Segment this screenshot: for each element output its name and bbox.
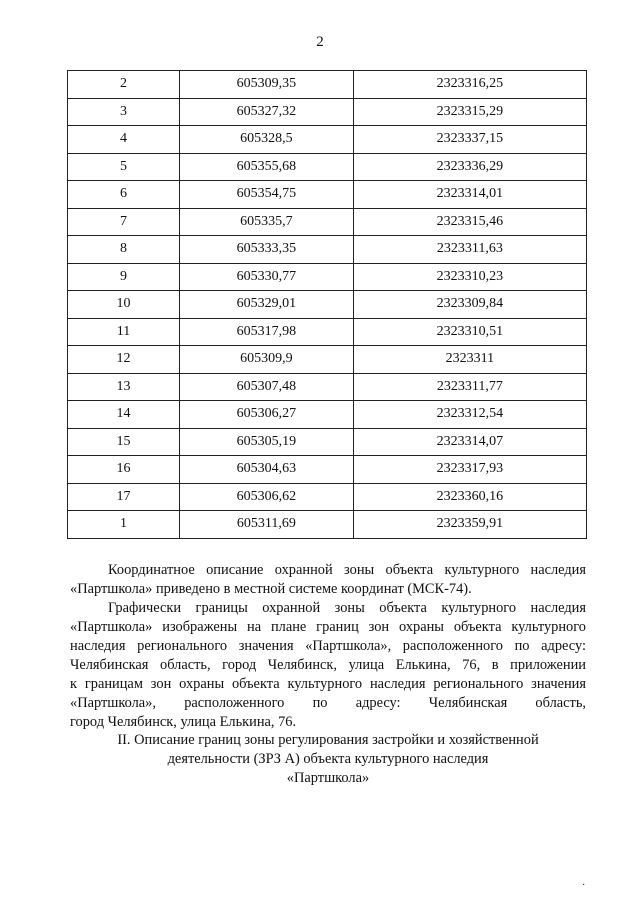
x-coordinate-cell: 605309,9 — [179, 346, 353, 374]
table-row — [68, 208, 587, 236]
point-number-cell: 5 — [68, 153, 180, 181]
point-number-cell: 1 — [68, 511, 180, 539]
table-row — [68, 401, 587, 429]
table-row — [68, 346, 587, 374]
y-coordinate-cell: 2323314,07 — [353, 428, 586, 456]
y-coordinate-cell: 2323317,93 — [353, 456, 586, 484]
table-row — [68, 236, 587, 264]
table-row — [68, 263, 587, 291]
section-heading-line: деятельности (ЗРЗ А) объекта культурного наследия — [167, 751, 489, 767]
table-row — [68, 373, 587, 401]
point-number-cell: 2 — [68, 71, 180, 99]
x-coordinate-cell: 605317,98 — [179, 318, 353, 346]
x-coordinate-cell: 605306,62 — [179, 483, 353, 511]
paragraph-line: к границам зон охраны объекта культурного наследия регионального значения — [70, 676, 586, 692]
point-number-cell: 9 — [68, 263, 180, 291]
point-number-cell: 15 — [68, 428, 180, 456]
y-coordinate-cell: 2323312,54 — [353, 401, 586, 429]
page-number: 2 — [316, 34, 324, 50]
y-coordinate-cell: 2323315,46 — [353, 208, 586, 236]
table-row — [68, 318, 587, 346]
y-coordinate-cell: 2323311 — [353, 346, 586, 374]
x-coordinate-cell: 605307,48 — [179, 373, 353, 401]
x-coordinate-cell: 605329,01 — [179, 291, 353, 319]
x-coordinate-cell: 605311,69 — [179, 511, 353, 539]
paragraph-line: город Челябинск, улица Елькина, 76. — [70, 714, 297, 730]
point-number-cell: 4 — [68, 126, 180, 154]
paragraph-line: «Партшкола» изображены на плане границ зон охраны объекта культурного — [70, 619, 586, 635]
point-number-cell: 17 — [68, 483, 180, 511]
x-coordinate-cell: 605304,63 — [179, 456, 353, 484]
coordinates-table-body — [68, 71, 587, 539]
x-coordinate-cell: 605355,68 — [179, 153, 353, 181]
table-row — [68, 71, 587, 99]
point-number-cell: 16 — [68, 456, 180, 484]
section-heading-line: II. Описание границ зоны регулирования застройки и хозяйственной — [117, 732, 539, 748]
x-coordinate-cell: 605309,35 — [179, 71, 353, 99]
section-heading — [70, 731, 586, 788]
y-coordinate-cell: 2323310,23 — [353, 263, 586, 291]
paragraph-line: Челябинская область, город Челябинск, улица Елькина, 76, в приложении — [70, 657, 586, 673]
y-coordinate-cell: 2323315,29 — [353, 98, 586, 126]
paragraph-line: «Партшкола», расположенного по адресу: Челябинская область, — [70, 695, 586, 711]
paragraph-line: «Партшкола» приведено в местной системе координат (МСК-74). — [70, 581, 472, 597]
section-heading-line: «Партшкола» — [286, 770, 370, 786]
x-coordinate-cell: 605354,75 — [179, 181, 353, 209]
y-coordinate-cell: 2323314,01 — [353, 181, 586, 209]
scan-dot: · — [582, 880, 586, 891]
x-coordinate-cell: 605328,5 — [179, 126, 353, 154]
coordinates-table — [67, 70, 587, 539]
table-row — [68, 483, 587, 511]
paragraph-line: Графически границы охранной зоны объекта культурного наследия — [108, 600, 586, 616]
y-coordinate-cell: 2323336,29 — [353, 153, 586, 181]
y-coordinate-cell: 2323360,16 — [353, 483, 586, 511]
table-row — [68, 153, 587, 181]
paragraph-line: наследия регионального значения «Партшкола», расположенного по адресу: — [70, 638, 586, 654]
x-coordinate-cell: 605306,27 — [179, 401, 353, 429]
point-number-cell: 13 — [68, 373, 180, 401]
x-coordinate-cell: 605327,32 — [179, 98, 353, 126]
table-row — [68, 181, 587, 209]
table-row — [68, 126, 587, 154]
point-number-cell: 6 — [68, 181, 180, 209]
point-number-cell: 12 — [68, 346, 180, 374]
y-coordinate-cell: 2323309,84 — [353, 291, 586, 319]
point-number-cell: 8 — [68, 236, 180, 264]
x-coordinate-cell: 605330,77 — [179, 263, 353, 291]
point-number-cell: 10 — [68, 291, 180, 319]
paragraph-line: Координатное описание охранной зоны объекта культурного наследия — [108, 562, 586, 578]
point-number-cell: 7 — [68, 208, 180, 236]
table-row — [68, 456, 587, 484]
y-coordinate-cell: 2323359,91 — [353, 511, 586, 539]
paragraph-coordinate-system — [70, 561, 586, 599]
y-coordinate-cell: 2323316,25 — [353, 71, 586, 99]
x-coordinate-cell: 605333,35 — [179, 236, 353, 264]
table-row — [68, 511, 587, 539]
y-coordinate-cell: 2323337,15 — [353, 126, 586, 154]
x-coordinate-cell: 605305,19 — [179, 428, 353, 456]
y-coordinate-cell: 2323311,63 — [353, 236, 586, 264]
paragraph-graphic-boundaries — [70, 599, 586, 732]
x-coordinate-cell: 605335,7 — [179, 208, 353, 236]
y-coordinate-cell: 2323311,77 — [353, 373, 586, 401]
point-number-cell: 3 — [68, 98, 180, 126]
y-coordinate-cell: 2323310,51 — [353, 318, 586, 346]
point-number-cell: 11 — [68, 318, 180, 346]
point-number-cell: 14 — [68, 401, 180, 429]
table-row — [68, 291, 587, 319]
table-row — [68, 98, 587, 126]
table-row — [68, 428, 587, 456]
